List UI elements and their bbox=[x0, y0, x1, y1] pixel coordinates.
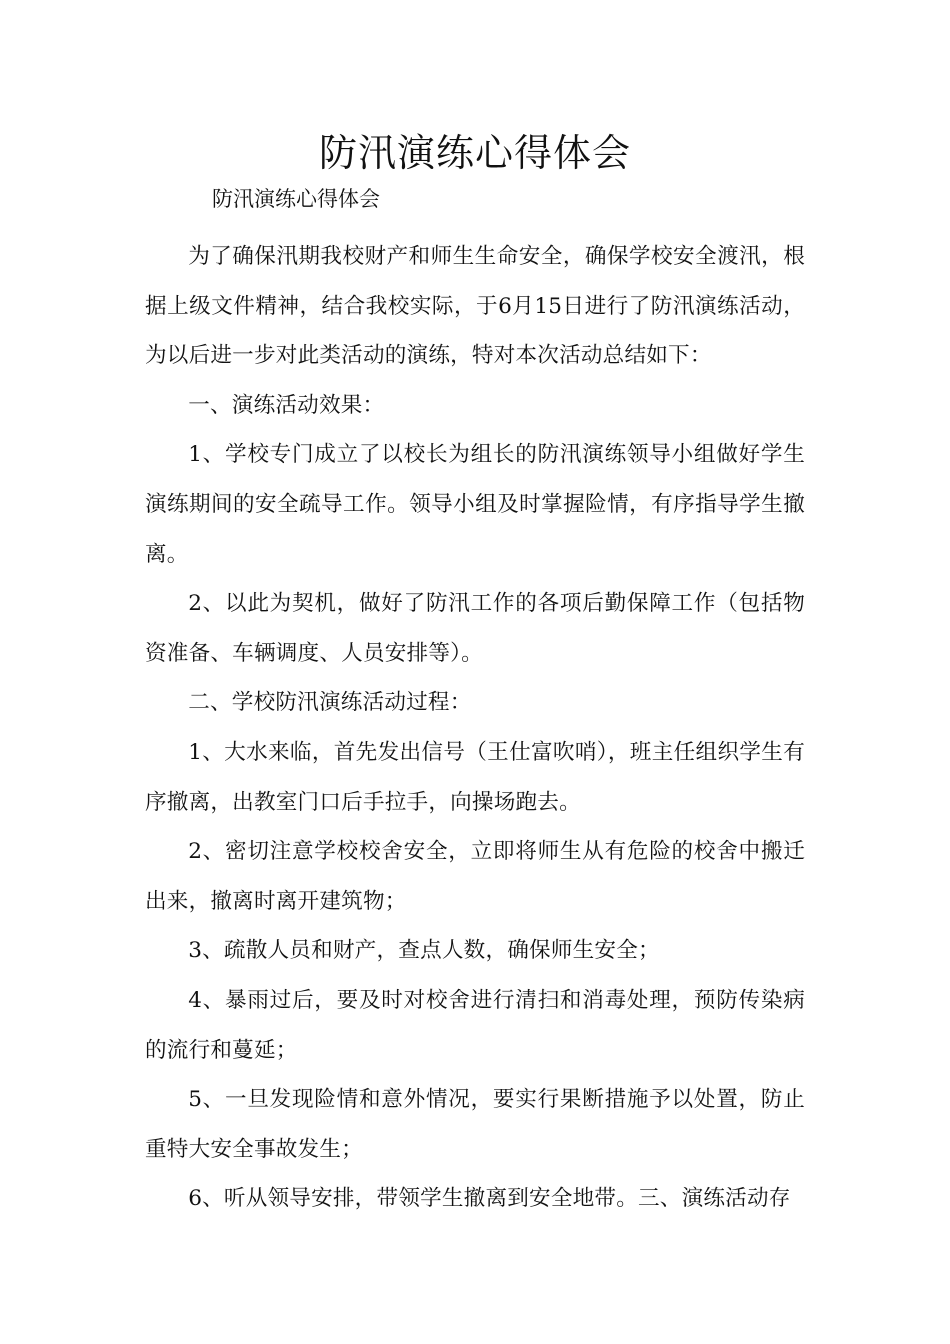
document-body bbox=[145, 232, 805, 1224]
paragraph-effect-1: 1、学校专门成立了以校长为组长的防汛演练领导小组做好学生演练期间的安全疏导工作。领导小组及时掌握险情，有序指导学生撤离。 bbox=[145, 442, 805, 567]
section-heading-process: 二、学校防汛演练活动过程： bbox=[188, 690, 472, 716]
paragraph-process-2: 2、密切注意学校校舍安全，立即将师生从有危险的校舍中搬迁出来，撤离时离开建筑物； bbox=[145, 839, 805, 914]
paragraph-process-6: 6、听从领导安排，带领学生撤离到安全地带。三、演练活动存 bbox=[188, 1186, 791, 1212]
paragraph-process-4: 4、暴雨过后，要及时对校舍进行清扫和消毒处理，预防传染病的流行和蔓延； bbox=[145, 987, 805, 1063]
paragraph-effect-2: 2、以此为契机，做好了防汛工作的各项后勤保障工作（包括物资准备、车辆调度、人员安排等）。 bbox=[145, 591, 805, 666]
paragraph-process-3: 3、疏散人员和财产，查点人数，确保师生安全； bbox=[188, 938, 660, 964]
document-subtitle: 防汛演练心得体会 bbox=[212, 187, 380, 211]
section-heading-effects: 一、演练活动效果： bbox=[188, 392, 385, 418]
paragraph-process-1: 1、大水来临，首先发出信号（王仕富吹哨），班主任组织学生有序撤离，出教室门口后手拉手，向操场跑去。 bbox=[145, 739, 805, 815]
paragraph-process-5: 5、一旦发现险情和意外情况，要实行果断措施予以处置，防止重特大安全事故发生； bbox=[145, 1087, 805, 1162]
document-title: 防汛演练心得体会 bbox=[318, 131, 631, 175]
paragraph-intro: 为了确保汛期我校财产和师生生命安全，确保学校安全渡汛，根据上级文件精神，结合我校实际，于6月15日进行了防汛演练活动，为以后进一步对此类活动的演练，特对本次活动总结如下： bbox=[145, 244, 805, 369]
